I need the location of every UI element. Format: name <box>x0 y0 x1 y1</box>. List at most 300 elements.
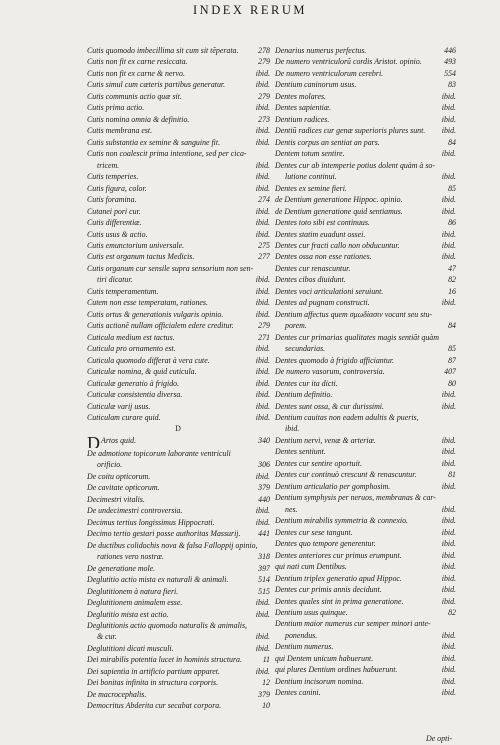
entry-text: Cuticulæ nomina, & quid cuticula. <box>87 367 197 377</box>
page-reference: ibid. <box>441 149 456 159</box>
page-reference: ibid. <box>255 401 270 411</box>
entry-text: lutione continui. <box>285 172 337 182</box>
page-reference: ibid. <box>255 68 270 78</box>
page-reference: ibid. <box>255 172 270 182</box>
index-entry <box>87 251 270 262</box>
page-reference: 493 <box>444 57 456 67</box>
index-entry <box>275 320 456 331</box>
entry-text: Dentium affectus quem σμωδίασιν vocant seu stu- <box>275 309 433 319</box>
index-entry <box>87 343 270 354</box>
entry-text: Cutis temperies. <box>87 172 139 182</box>
entry-text: Denarius numerus perfectus. <box>275 46 367 55</box>
index-entry <box>87 309 270 320</box>
index-entry <box>87 125 270 136</box>
index-entry <box>275 630 456 641</box>
entry-text: Dentium triplex generatio apud Hippoc. <box>275 573 402 583</box>
index-entry <box>87 643 270 654</box>
index-entry <box>275 515 456 526</box>
entry-text: De numero ventriculorũ cordis Aristot. opinio. <box>275 57 422 67</box>
page-reference: ibid. <box>441 390 456 400</box>
index-entry <box>87 471 270 482</box>
page-reference: ibid. <box>255 367 270 377</box>
page-reference: ibid. <box>255 229 270 239</box>
entry-text: De ductibus colidochis nova & falsa Falloppij opinio, <box>87 540 258 550</box>
page-reference: 440 <box>258 494 270 504</box>
index-entry <box>275 79 456 90</box>
entry-text: Cutis est organum tactus Medicis. <box>87 252 195 262</box>
page-reference: 441 <box>258 529 270 539</box>
index-entry <box>87 401 270 412</box>
entry-text: Dentes cur sese tangunt. <box>275 527 353 537</box>
page-reference: ibid. <box>255 506 270 516</box>
index-entry <box>275 355 456 366</box>
entry-text: De numero ventriculorum cerebri. <box>275 68 384 78</box>
page-reference: 279 <box>258 57 270 67</box>
entry-text: Dentes quomodo à frigido afficiantur. <box>275 355 395 365</box>
entry-text: tricem. <box>97 160 120 170</box>
entry-text: Cuticula pro ornamento est. <box>87 344 176 354</box>
entry-text: Cutis quomodo imbecillima sit cum sit tẽperata. <box>87 46 239 55</box>
entry-text: De coitu opticorum. <box>87 471 151 481</box>
page-reference: ibid. <box>441 562 456 572</box>
page-reference: ibid. <box>441 229 456 239</box>
entry-text: Dentium cauitas non eadem adultis & pueris, <box>275 413 419 422</box>
page-reference: ibid. <box>255 666 270 676</box>
entry-text: Cuticulæ generatio à frigido. <box>87 378 180 388</box>
index-entry <box>275 573 456 584</box>
entry-text: Dentes molares. <box>275 91 326 101</box>
page-reference: ibid. <box>441 447 456 457</box>
page-reference: 84 <box>448 321 456 331</box>
page-reference: 86 <box>448 218 456 228</box>
page-reference: 318 <box>258 552 270 562</box>
page-reference: ibid. <box>441 585 456 595</box>
index-entry <box>275 641 456 652</box>
page-reference: ibid. <box>441 539 456 549</box>
index-entry <box>275 618 456 629</box>
entry-text: Cuticulæ varij usus. <box>87 401 151 411</box>
index-entry <box>87 148 270 159</box>
page-reference: ibid. <box>255 286 270 296</box>
page-reference: ibid. <box>255 80 270 90</box>
index-entry <box>87 689 270 700</box>
page-reference: ibid. <box>255 344 270 354</box>
index-entry <box>87 206 270 217</box>
page-reference: ibid. <box>441 573 456 583</box>
entry-text: Cuticulæ consistentia diversa. <box>87 390 183 400</box>
entry-text: Cutis substantia ex semine & sanguine fit. <box>87 137 221 147</box>
page-reference: 12 <box>262 678 270 688</box>
entry-text: Cutis communis actio quæ sit. <box>87 91 182 101</box>
page-reference: ibid. <box>255 126 270 136</box>
index-entry <box>87 274 270 285</box>
page-reference: 274 <box>258 195 270 205</box>
index-entry <box>275 584 456 595</box>
index-entry <box>87 229 270 240</box>
page-reference: ibid. <box>255 632 270 642</box>
entry-text: secundarias. <box>285 344 326 354</box>
entry-text: qui nati cum Dentibus. <box>275 562 347 572</box>
index-entry <box>87 423 270 434</box>
index-entry <box>87 666 270 677</box>
index-entry <box>87 700 270 711</box>
index-entry <box>275 171 456 182</box>
entry-text: Cutanei pori cur. <box>87 206 141 216</box>
page-reference: 340 <box>258 435 270 445</box>
page-reference: ibid. <box>441 481 456 491</box>
page-reference: ibid. <box>441 653 456 663</box>
page-reference: 514 <box>258 575 270 585</box>
page-reference: ibid. <box>441 676 456 686</box>
page-reference: ibid. <box>441 401 456 411</box>
page-reference: 83 <box>448 80 456 90</box>
index-entry <box>87 68 270 79</box>
entry-text: Deglutitio actio mista ex naturali & animali. <box>87 575 229 585</box>
page-reference: ibid. <box>255 309 270 319</box>
page-reference: ibid. <box>441 435 456 445</box>
entry-text: Dentes cibos diuidunt. <box>275 275 346 285</box>
page-reference: ibid. <box>441 642 456 652</box>
entry-text: De admotione topicorum laborante ventriculi <box>87 448 231 458</box>
index-entry <box>275 550 456 561</box>
entry-text: Dentium caninorum usus. <box>275 80 357 90</box>
page-reference: 379 <box>258 689 270 699</box>
index-entry <box>275 653 456 664</box>
entry-text: nes. <box>285 504 298 514</box>
page-reference: ibid. <box>441 458 456 468</box>
entry-text: Dentes quales sint in prima generatione. <box>275 596 404 606</box>
page-reference: ibid. <box>441 527 456 537</box>
index-entry <box>275 114 456 125</box>
page-reference: 279 <box>258 321 270 331</box>
index-entry <box>87 137 270 148</box>
entry-text: Cutis non fit ex carne resiccata. <box>87 57 188 67</box>
index-entry <box>87 240 270 251</box>
page-reference: ibid. <box>441 298 456 308</box>
index-entry <box>87 263 270 274</box>
entry-text: Dei sapientia in artificio partium apparet. <box>87 666 220 676</box>
page-reference: ibid. <box>441 504 456 514</box>
page-reference: 16 <box>448 286 456 296</box>
entry-text: Deglutitionem animalem esse. <box>87 598 183 608</box>
entry-text: Artos quid. <box>101 435 137 445</box>
index-entry <box>87 389 270 400</box>
entry-text: qui Dentem unicum habuerunt. <box>275 653 374 663</box>
entry-text: Dentes cur continuò crescunt & renascuntur. <box>275 470 417 480</box>
entry-text: Cutis prima actio. <box>87 103 145 113</box>
entry-text: Dentium mirabilis symmetria & connexio. <box>275 516 409 526</box>
page-reference: ibid. <box>441 103 456 113</box>
entry-text: Dentium incisorum nomina. <box>275 676 364 686</box>
index-entry <box>275 596 456 607</box>
index-entry <box>87 482 270 493</box>
index-entry <box>275 664 456 675</box>
entry-text: Dentiũ radices cur genæ superioris plures sunt. <box>275 126 426 136</box>
page-reference: ibid. <box>441 252 456 262</box>
index-entry <box>275 504 456 515</box>
page-reference: ibid. <box>255 298 270 308</box>
entry-text: Dentium radices. <box>275 114 330 124</box>
index-entry <box>275 251 456 262</box>
entry-text: Cutis differentiæ. <box>87 218 142 228</box>
index-entry <box>87 517 270 528</box>
index-entry <box>275 263 456 274</box>
entry-text: Dentes toto sibi est continuus. <box>275 218 370 228</box>
entry-text: qui plures Dentium ordines habuerunt. <box>275 665 398 675</box>
index-entry <box>87 160 270 171</box>
index-entry <box>275 527 456 538</box>
index-entry <box>87 494 270 505</box>
page-reference: ibid. <box>441 91 456 101</box>
index-entry <box>275 401 456 412</box>
page-header: INDEX RERUM <box>193 3 307 17</box>
index-entry <box>275 366 456 377</box>
entry-text: Deglutitionis actio quomodo naturalis & animalis, <box>87 620 248 630</box>
entry-text: Dentes cur renascuntur. <box>275 263 351 273</box>
page-reference: ibid. <box>441 206 456 216</box>
entry-text: Democritus Abderita cur secabat corpora. <box>87 701 222 711</box>
index-entry <box>275 435 456 446</box>
index-entry <box>87 171 270 182</box>
entry-text: Cutis non fit ex carne & nervo. <box>87 68 185 78</box>
entry-text: Decimestri vitalis. <box>87 494 145 504</box>
index-entry <box>87 194 270 205</box>
entry-text: De generatione mole. <box>87 563 156 573</box>
entry-text: rationes vero nostræ. <box>97 552 164 562</box>
page-reference: 11 <box>262 655 270 665</box>
page-reference: ibid. <box>255 218 270 228</box>
entry-text: Cutis actionẽ nullam officialem edere creditur. <box>87 321 234 331</box>
index-entry <box>87 597 270 608</box>
entry-text: Dentes anteriores cur primus erumpunt. <box>275 550 402 560</box>
entry-text: De undecimestri controversia. <box>87 506 183 516</box>
entry-text: & cur. <box>97 632 117 642</box>
entry-text: D <box>175 424 182 434</box>
index-entry <box>87 286 270 297</box>
index-entry <box>275 561 456 572</box>
index-entry <box>275 286 456 297</box>
index-entry <box>87 540 270 551</box>
index-entry <box>87 91 270 102</box>
index-entry <box>275 217 456 228</box>
entry-text: Dentes sapientiæ. <box>275 103 332 113</box>
entry-text: De numero vasorum, controversia. <box>275 367 385 377</box>
page-reference: 446 <box>444 46 456 55</box>
page-reference: ibid. <box>255 275 270 285</box>
entry-text: Deglutitio mista est actio. <box>87 609 169 619</box>
index-entry <box>275 148 456 159</box>
index-entry <box>275 91 456 102</box>
entry-text: Cuticula medium est tactus. <box>87 332 175 342</box>
page-reference: ibid. <box>441 516 456 526</box>
index-entry <box>275 412 456 423</box>
entry-text: Decimo tertio gestari posse authoritas Massurij. <box>87 529 241 539</box>
entry-text: De cavitate opticorum. <box>87 483 160 493</box>
index-entry <box>275 297 456 308</box>
index-entry <box>87 320 270 331</box>
index-entry <box>275 56 456 67</box>
index-entry <box>275 194 456 205</box>
entry-text: Dentes sunt ossa, & cur durissimi. <box>275 401 384 411</box>
page-reference: ibid. <box>255 183 270 193</box>
index-entry <box>87 609 270 620</box>
index-entry <box>275 607 456 618</box>
page-reference: 271 <box>258 332 270 342</box>
entry-text: Cuticulam curare quid. <box>87 413 161 422</box>
page-reference: ibid. <box>255 598 270 608</box>
entry-text: Dei mirabilis potentia lucet in hominis structura. <box>87 655 242 665</box>
entry-text: Dentium symphysis per neruos, membranas & car- <box>275 493 436 503</box>
page-reference: 379 <box>258 483 270 493</box>
index-entry <box>87 574 270 585</box>
entry-text: De macrocephalis. <box>87 689 147 699</box>
index-entry <box>87 332 270 343</box>
index-entry <box>275 183 456 194</box>
page-reference: 87 <box>448 355 456 365</box>
index-entry <box>87 412 270 423</box>
entry-text: Cutem non esse temperatam, rationes. <box>87 298 208 308</box>
index-entry <box>87 654 270 665</box>
index-entry <box>87 448 270 459</box>
entry-text: Cutis emunctorium universale. <box>87 240 185 250</box>
index-entry <box>275 378 456 389</box>
catchword: De opti- <box>426 734 453 743</box>
entry-text: Cutis temperamentum. <box>87 286 159 296</box>
index-entry <box>87 378 270 389</box>
entry-text: Decimus tertius longissimus Hippocrati. <box>87 517 215 527</box>
page-reference: ibid. <box>441 630 456 640</box>
index-entry <box>87 435 270 448</box>
index-entry <box>275 229 456 240</box>
page-reference: ibid. <box>255 390 270 400</box>
entry-text: Cutis ortus & generationis vulgaris opinio. <box>87 309 224 319</box>
index-entry <box>275 676 456 687</box>
page-reference: 82 <box>448 275 456 285</box>
page-reference: 10 <box>262 701 270 711</box>
page-reference: 273 <box>258 114 270 124</box>
entry-text: Cutis organum cur sensile supra sensorium non sen- <box>87 263 254 273</box>
page-reference: ibid. <box>441 665 456 675</box>
index-entry <box>87 677 270 688</box>
left-index-column <box>87 45 270 712</box>
index-entry <box>87 631 270 642</box>
entry-text: Cutis non coalescit prima intentione, sed per cica- <box>87 149 247 159</box>
entry-text: Deglutitioni dicati musculi. <box>87 643 174 653</box>
page-reference: ibid. <box>255 137 270 147</box>
index-entry <box>87 114 270 125</box>
index-entry <box>87 297 270 308</box>
page-reference: ibid. <box>255 413 270 422</box>
page-reference: 278 <box>258 46 270 55</box>
entry-text: tiri dicatur. <box>97 275 133 285</box>
page-reference: 275 <box>258 240 270 250</box>
page-reference: ibid. <box>255 160 270 170</box>
index-entry <box>87 79 270 90</box>
entry-text: porem. <box>285 321 307 331</box>
page-reference: ibid. <box>255 471 270 481</box>
index-entry <box>275 240 456 251</box>
page-reference: 279 <box>258 91 270 101</box>
page-reference: ibid. <box>255 517 270 527</box>
entry-text: Dentes voci articulationi seruiunt. <box>275 286 384 296</box>
page-reference: ibid. <box>255 643 270 653</box>
entry-text: Dentes ossa non esse rationes. <box>275 252 372 262</box>
index-entry <box>87 620 270 631</box>
entry-text: Dentium nervi, venæ & arteriæ. <box>275 435 376 445</box>
entry-text: Dentium maior numerus cur semper minori ante- <box>275 619 431 629</box>
page-reference: ibid. <box>441 240 456 250</box>
entry-text: Dentes cur primarias qualitates magis sentiãt quàm <box>275 332 439 342</box>
index-entry <box>87 551 270 562</box>
index-entry <box>275 458 456 469</box>
entry-text: Dentes quo tempore generentur. <box>275 539 376 549</box>
page-reference: 306 <box>258 460 270 470</box>
entry-text: Dentem totum sentire. <box>275 149 345 159</box>
entry-text: Dentium articulatio per gomphosim. <box>275 481 391 491</box>
entry-text: Dentes cur ita dicti. <box>275 378 338 388</box>
page-reference: ibid. <box>441 172 456 182</box>
entry-text: Dentes cur sentire oportuit. <box>275 458 362 468</box>
entry-text: Cutis membrana est. <box>87 126 153 136</box>
entry-text: Dentes sentiunt. <box>275 447 326 457</box>
index-entry <box>275 160 456 171</box>
page-reference: ibid. <box>441 114 456 124</box>
index-entry <box>275 389 456 400</box>
index-entry <box>87 217 270 228</box>
index-entry <box>275 206 456 217</box>
page-reference: 84 <box>448 137 456 147</box>
entry-text: Cutis nomina omnia & definitio. <box>87 114 190 124</box>
index-entry <box>275 137 456 148</box>
index-entry <box>275 687 456 698</box>
index-entry <box>87 366 270 377</box>
page-reference: 82 <box>448 607 456 617</box>
page-reference: ibid. <box>255 103 270 113</box>
page-reference: ibid. <box>441 550 456 560</box>
entry-text: Dentis corpus an sentiat an pars. <box>275 137 380 147</box>
index-entry <box>87 563 270 574</box>
page-reference: ibid. <box>441 126 456 136</box>
entry-text: Dentium numerus. <box>275 642 334 652</box>
index-entry <box>275 274 456 285</box>
entry-text: Dentes ex semine fieri. <box>275 183 347 193</box>
page-reference: 85 <box>448 183 456 193</box>
page-reference: 277 <box>258 252 270 262</box>
index-entry <box>87 505 270 516</box>
entry-text: Deglutitionem à natura fieri. <box>87 586 179 596</box>
page-reference: 515 <box>258 586 270 596</box>
index-entry <box>275 538 456 549</box>
page-reference: 47 <box>448 263 456 273</box>
index-entry <box>275 102 456 113</box>
entry-text: Cutis usus & actio. <box>87 229 148 239</box>
entry-text: Dentes statim euadunt ossei. <box>275 229 366 239</box>
page-reference: ibid. <box>441 688 456 698</box>
page-reference: ibid. <box>441 195 456 205</box>
index-entry <box>87 183 270 194</box>
page-reference: ibid. <box>255 609 270 619</box>
page-reference: 407 <box>444 367 456 377</box>
index-entry <box>275 343 456 354</box>
entry-text: ibid. <box>285 424 300 434</box>
index-entry <box>275 446 456 457</box>
entry-text: Dentes canini. <box>275 688 321 698</box>
index-entry <box>275 332 456 343</box>
entry-text: Cutis foramina. <box>87 195 137 205</box>
entry-text: Dentium definitio. <box>275 390 333 400</box>
index-entry <box>275 125 456 136</box>
index-entry <box>87 45 270 56</box>
